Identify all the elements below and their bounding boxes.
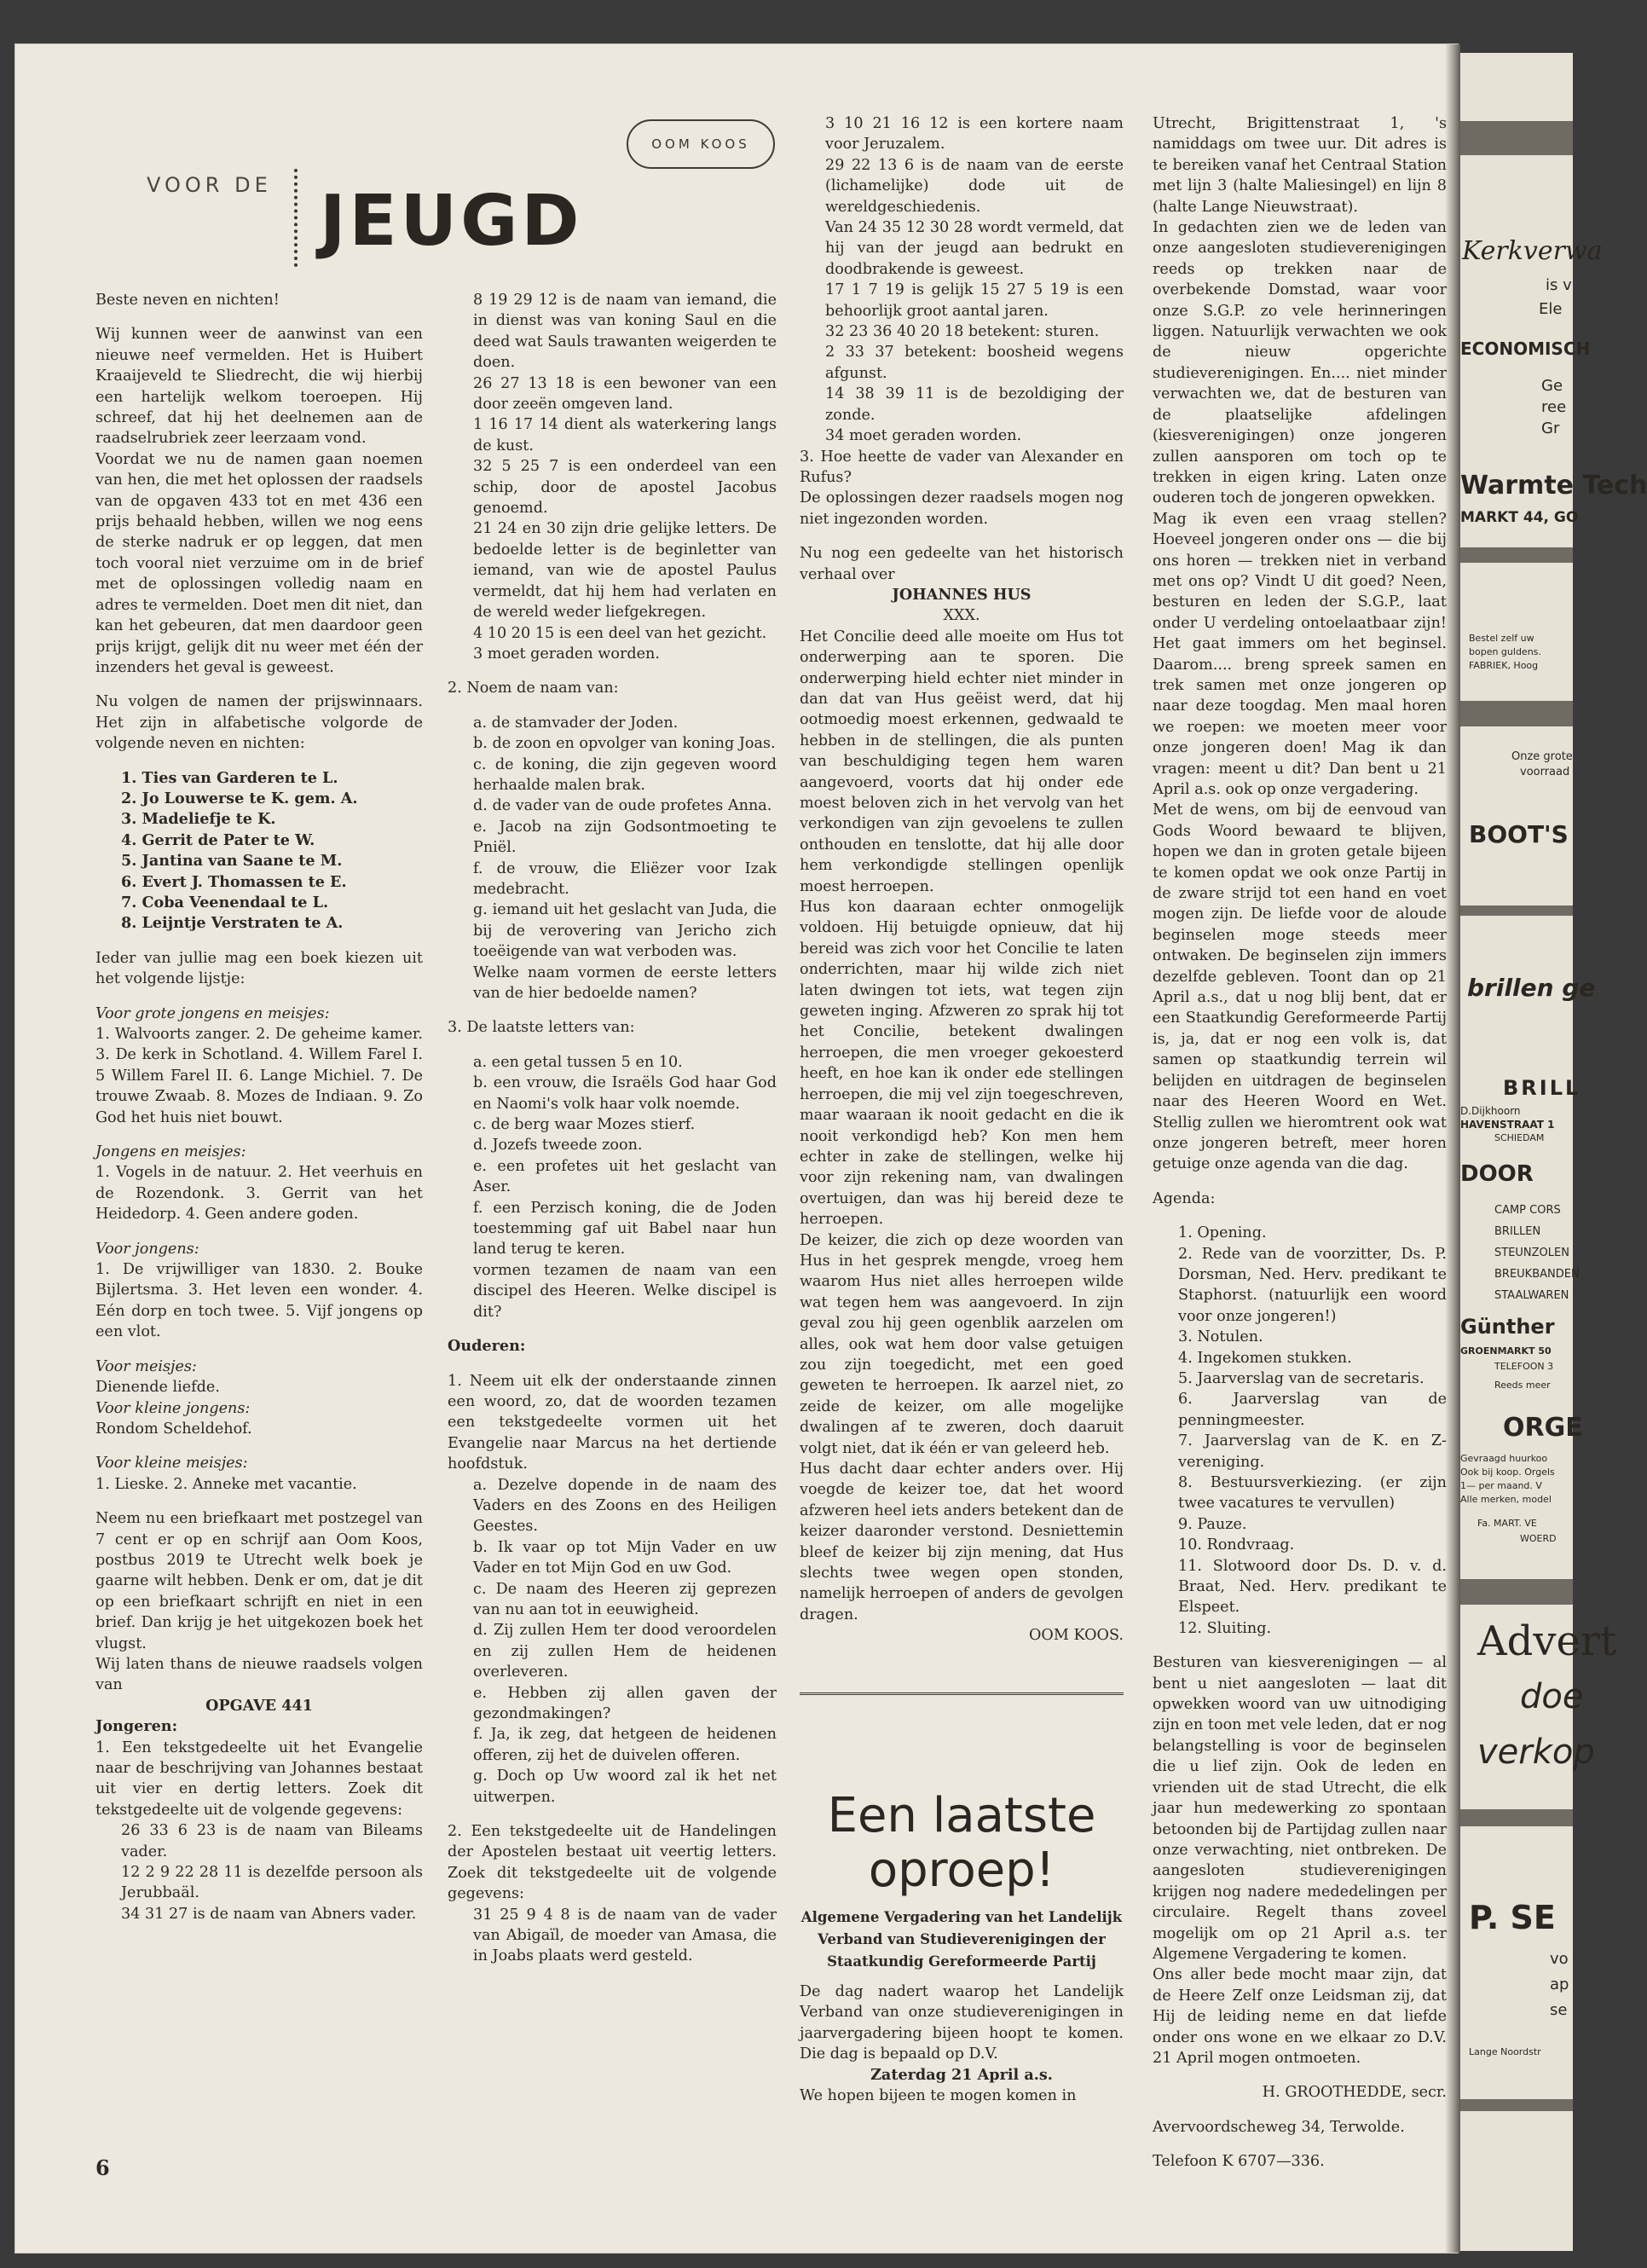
subheading: Voor jongens: [95,1240,199,1258]
puzzle-clue: d. de vader van de oude profetes Anna. [473,797,772,815]
ad-divider [1460,2099,1573,2111]
ad-text: Reeds meer [1494,1380,1551,1391]
puzzle-clue: e. een profetes uit het geslacht van Aser. [473,1157,777,1196]
ad-text: BRILLEN [1494,1225,1541,1238]
puzzle-clue: 2 33 37 betekent: boosheid wegens afgunst. [825,344,1124,382]
puzzle-clue: 4 10 20 15 is een deel van het gezicht. [473,624,767,642]
ad-text: TELEFOON 3 [1494,1361,1554,1372]
ad-text: DOOR [1460,1161,1534,1187]
puzzle-clue: 14 38 39 11 is de bezoldiging der zonde. [825,385,1124,424]
ad-text: 1— per maand. V [1460,1480,1542,1491]
winner-item: 1. Ties van Garderen te L. [121,768,338,787]
agenda-item: 2. Rede van de voorzitter, Ds. P. Dorsman, Ned. Herv. predikant te Staphorst. (natuurlijk een woord voor onze jongeren!) [1178,1245,1447,1325]
ad-text: Alle merken, model [1460,1494,1552,1505]
column-1 [95,290,423,1924]
puzzle-clue: 3 10 21 16 12 is een kortere naam voor Jeruzalem. [825,115,1124,153]
agenda-item: 8. Bestuursverkiezing. (er zijn twee vacatures te vervullen) [1178,1474,1447,1513]
puzzle-clue: f. Ja, ik zeg, dat hetgeen de heidenen offeren, zij het de duivelen offeren. [473,1726,777,1764]
ad-text: MARKT 44, GO [1460,509,1579,526]
agenda-item: 11. Slotwoord door Ds. D. v. d. Braat, Ned. Herv. predikant te Elspeet. [1178,1557,1447,1617]
paragraph: Met de wens, om bij de eenvoud van Gods Woord bewaard te blijven, hopen we dan in groten getale bijeen te komen opdat we ook onze Partij in de zware strijd tot een hand en voet mogen zijn. De liefde voor de aloude beginselen moge steeds meer ontwaken. De beginselen zijn immers dezelfde gebleven. Toont dan op 21 April a.s., dat u nog blij bent, dat er een Staatkundig Gereformeerde Partij is, ja, dat er nog een volk is, dat samen op staatkundig terrein wil belijden en uitdragen de beginselen naar des Heeren Woord en Wet. Stellig zullen we hieromtrent ook wat onze jongeren betreft, meer horen getuige onze agenda van die dag. [1153,801,1447,1173]
ad-text: Fa. MART. VE [1477,1518,1537,1529]
ad-text: Ge [1541,377,1563,395]
subheading: Jongeren: [95,1717,178,1736]
ad-text: BRILL [1503,1076,1581,1100]
puzzle-item: 2. Noem de naam van: [448,680,619,697]
ad-text: brillen ge [1467,974,1596,1002]
ad-text: ECONOMISCH [1460,338,1591,359]
book-list: Rondom Scheldehof. [95,1420,252,1438]
puzzle-clue: f. een Perzisch koning, die de Joden toestemming gaf uit Babel naar hun land terug te keren. [473,1199,777,1258]
ad-text: STAALWAREN [1494,1289,1569,1302]
paragraph: Voordat we nu de namen gaan noemen van hen, die met het oplossen der raadsels van de opgaven 433 tot en met 436 een prijs behaald hebben, willen we nog eens de sterke nadruk er op leggen, dat men toch vooral niet verzuime om in de brief met de oplossingen volledig naam en adres te vermelden. Doet men dit niet, dan kan het gebeuren, dat men daardoor geen prijs krijgt, gelijk dit nu weer met één der inzenders het geval is geweest. [95,450,423,676]
announcement-title: Een laatste oproep! [827,1788,1096,1898]
paragraph: De keizer, die zich op deze woorden van Hus in het gesprek mengde, vroeg hem waarom Hus niet alles herroepen wilde wat tegen hem was aangevoerd. In zijn geval zou hij geen ogenblik aarzelen om alles, ook wat hem door valse getuigen zou zijn toegedicht, met een goed geweten te herroepen. Ik aarzel niet, zo zeide de keizer, om alle mogelijke dwalingen af te zweren, doch daaruit volgt niet, dat ik één er van geleerd heb. [800,1231,1124,1457]
signature: OOM KOOS. [1029,1627,1124,1645]
puzzle-item: 1. Een tekstgedeelte uit het Evangelie naar de beschrijving van Johannes bestaat uit vier en dertig letters. Zoek dit tekstgedeelte uit de volgende gegevens: [95,1739,423,1819]
puzzle-clue: b. Ik vaar op tot Mijn Vader en uw Vader en tot Mijn God en uw God. [473,1538,777,1577]
ad-text: CAMP CORS [1494,1204,1561,1217]
paragraph: De dag nadert waarop het Landelijk Verband van onze studieverenigingen in jaarvergadering bijeen hoopt te komen. Die dag is bepaald op D.V. [800,1983,1124,2063]
column-3 [800,113,1124,1646]
winner-item: 5. Jantina van Saane te M. [121,852,343,871]
ad-banner [1460,701,1573,726]
puzzle-clue: d. Jozefs tweede zoon. [473,1137,643,1154]
puzzle-clue: 8 19 29 12 is de naam van iemand, die in dienst was van koning Saul en die deed wat Sauls trawanten weigerden te doen. [473,292,777,372]
agenda-item: 10. Rondvraag. [1178,1536,1295,1554]
paragraph: De oplossingen dezer raadsels mogen nog niet ingezonden worden. [800,489,1124,528]
ad-banner [1460,1579,1573,1605]
puzzle-clue: e. Hebben zij allen gaven der gezondmakingen? [473,1684,777,1722]
subheading: Voor kleine jongens: [95,1399,251,1417]
ad-text: BOOT'S [1469,820,1569,848]
paragraph: Ieder van jullie mag een boek kiezen uit het volgende lijstje: [95,949,423,988]
puzzle-clue: 21 24 en 30 zijn drie gelijke letters. De bedoelde letter is de beginletter van iemand, van wie de apostel Paulus vermeldt, dat hij hem had verlaten en de wereld weder liefgekregen. [473,520,777,622]
puzzle-clue: 31 25 9 4 8 is de naam van de vader van Abigaïl, de moeder van Amasa, die in Joabs plaats werd gesteld. [473,1906,777,1965]
puzzle-clue: Van 24 35 12 30 28 wordt vermeld, dat hij van der jeugd aan bedrukt en doodbrakende is geweest. [825,219,1124,278]
ad-text: Ele [1539,300,1563,318]
puzzle-clue: 34 31 27 is de naam van Abners vader. [121,1905,417,1923]
author-badge: OOM KOOS [627,119,775,169]
winner-item: 4. Gerrit de Pater te W. [121,830,315,849]
puzzle-heading: OPGAVE 441 [205,1696,313,1715]
ad-text: verkop [1477,1733,1595,1772]
agenda-item: 6. Jaarverslag van de penningmeester. [1178,1391,1447,1429]
ad-text: is v [1546,276,1572,294]
ad-text: Günther [1460,1315,1555,1339]
puzzle-clue: 34 moet geraden worden. [825,427,1022,445]
book-list: 1. Walvoorts zanger. 2. De geheime kamer. 3. De kerk in Schotland. 4. Willem Farel I. 5 Willem Farel II. 6. Lange Michiel. 7. De trouwe Zwaab. 8. Mozes de Indiaan. 9. Zo God het huis niet bouwt. [95,1026,423,1126]
ad-text: Ook bij koop. Orgels [1460,1467,1555,1478]
agenda-item: 7. Jaarverslag van de K. en Z-vereniging. [1178,1432,1447,1471]
agenda-item: 12. Sluiting. [1178,1619,1272,1637]
winner-item: 3. Madeliefje te K. [121,810,276,829]
ad-text: se [1550,2001,1568,2019]
ad-text: voorraad [1520,766,1570,778]
ad-text: BREUKBANDEN [1494,1268,1580,1281]
ad-text: D.Dijkhoorn [1460,1105,1521,1117]
paragraph: We hopen bijeen te mogen komen in [800,2087,1077,2105]
paragraph: Wij kunnen weer de aanwinst van een nieuwe neef vermelden. Het is Huibert Kraaijeveld te Sliedrecht, die wij hierbij een hartelijk welkom toeroepen. Hij schreef, dat hij het deelnemen aan de raadselrubriek zeer leerzaam vond. [95,326,423,448]
puzzle-clue: g. iemand uit het geslacht van Juda, die bij de verovering van Jericho zich toeëigende van wat verboden was. [473,901,777,961]
puzzle-clue: c. de koning, die zijn gegeven woord herhaalde malen brak. [473,755,777,794]
book-list: Dienende liefde. [95,1379,220,1397]
paragraph: In gedachten zien we de leden van onze aangesloten studieverenigingen reeds op trekken naar de overbekende Domstad, waar voor onze S.G.P. zo vele herinneringen liggen. Natuurlijk verwachten we ook de nieuw opgerichte studieverenigingen. En.... niet minder verwachten we, dat de besturen van de plaatselijke afdelingen (kiesverenigingen) onze jongeren zullen aansporen om toch op te trekken in eigen kring. Laten onze ouderen toch de jongeren opwekken. [1153,219,1447,507]
ad-text: Lange Noordstr [1469,2046,1541,2057]
page-number: 6 [95,2155,110,2180]
puzzle-clue: b. een vrouw, die Israëls God haar God en Naomi's volk haar volk noemde. [473,1074,777,1113]
puzzle-clue: 32 5 25 7 is een onderdeel van een schip, door de apostel Jacobus genoemd. [473,458,777,518]
ad-text: STEUNZOLEN [1494,1247,1569,1259]
paragraph: Hus dacht daar echter anders over. Hij voegde de keizer toe, dat het woord afzweren heel iets anders betekent dan de keizer daaronder verstond. Desniettemin bleef de keizer bij zijn mening, dat Hus slechts twee wegen open stonden, namelijk herroepen of anders de gevolgen dragen. [800,1461,1124,1623]
paragraph: Wij laten thans de nieuwe raadsels volgen van [95,1655,423,1694]
agenda-item: 4. Ingekomen stukken. [1178,1349,1352,1367]
column-4 [1153,113,1447,2177]
ad-text: Warmte Tech [1460,471,1647,500]
subheading: Voor kleine meisjes: [95,1455,248,1472]
announcement-subtitle: Algemene Vergadering van het Landelijk Verband van Studieverenigingen der Staatkundig Gereformeerde Partij [800,1909,1123,1970]
agenda-item: 5. Jaarverslag van de secretaris. [1178,1369,1425,1387]
page-spine [1445,44,1460,2253]
ad-text: Onze grote [1511,750,1573,763]
puzzle-clue: 3 moet geraden worden. [473,645,660,662]
puzzle-clue: d. Zij zullen Hem ter dood veroordelen en zij zullen Hem de heidenen overleveren. [473,1622,777,1681]
puzzle-clue: f. de vrouw, die Eliëzer voor Izak medebracht. [473,859,777,898]
book-list: 1. De vrijwilliger van 1830. 2. Bouke Bijlertsma. 3. Het leven een wonder. 4. Eén dorp en toch twee. 5. Vijf jongens op een vlot. [95,1261,423,1341]
signature: H. GROOTHEDDE, secr. [1262,2084,1447,2102]
puzzle-clue: 26 33 6 23 is de naam van Bileams vader. [121,1822,423,1860]
ad-text: Kerkverwa [1462,236,1603,266]
puzzle-clue: g. Doch op Uw woord zal ik het net uitwerpen. [473,1768,777,1806]
ad-divider [1460,1809,1573,1826]
puzzle-item: 3. Hoe heette de vader van Alexander en Rufus? [800,448,1124,486]
ad-text: ORGE [1503,1413,1583,1443]
winner-item: 6. Evert J. Thomassen te E. [121,872,347,891]
adjacent-page [1460,53,1647,2251]
agenda-item: 9. Pauze. [1178,1515,1247,1533]
dotted-divider [294,169,301,267]
winner-item: 7. Coba Veenendaal te L. [121,893,329,911]
paragraph: Ons aller bede mocht maar zijn, dat de Heere Zelf onze Leidsman zij, dat Hij de leiding neme en dat liefde onder ons wone en we elkaar zo D.V. 21 April mogen ontmoeten. [1153,1966,1447,2067]
ad-text: HAVENSTRAAT 1 [1460,1119,1555,1131]
ad-text: vo [1550,1950,1569,1968]
ad-text: WOERD [1520,1533,1557,1544]
ad-text: ap [1550,1976,1569,1993]
agenda-item: 3. Notulen. [1178,1328,1263,1346]
subheading: Voor grote jongens en meisjes: [95,1004,330,1022]
book-list: 1. Lieske. 2. Anneke met vacantie. [95,1475,357,1493]
puzzle-clue: 17 1 7 19 is gelijk 15 27 5 19 is een behoorlijk groot aantal jaren. [825,281,1124,320]
puzzle-clue: a. de stamvader der Joden. [473,714,679,732]
puzzle-clue: 1 16 17 14 dient als waterkering langs de kust. [473,416,777,454]
puzzle-item: 2. Een tekstgedeelte uit de Handelingen der Apostelen bestaat uit veertig letters. Zoek dit tekstgedeelte uit de volgende gegevens: [448,1823,777,1903]
page-title: JEUGD [320,181,583,262]
announcement [800,1906,1124,2106]
puzzle-clue: 32 23 36 40 20 18 betekent: sturen. [825,323,1100,341]
subheading: Voor meisjes: [95,1357,197,1375]
subheading: Ouderen: [448,1337,526,1356]
puzzle-item: 3. De laatste letters van: [448,1019,635,1037]
puzzle-clue: b. de zoon en opvolger van koning Joas. [473,735,776,753]
address: Avervoordscheweg 34, Terwolde. [1153,2118,1405,2136]
winner-item: 8. Leijntje Verstraten te A. [121,914,344,933]
puzzle-clue: a. een getal tussen 5 en 10. [473,1053,683,1071]
paragraph: Besturen van kiesverenigingen — al bent u niet aangesloten — laat dit opwekken woord van uw uitnodiging zijn en toon met vele leden, dat er nog belangstelling is voor de beginselen die u lief zijn. Ook de leden en vrienden uit de stad Utrecht, die elk jaar hun medewerking zo spontaan betoonden bij de Partijdag zullen naar onze verwachting, niet ontbreken. De aangesloten studieverenigingen krijgen nog nadere mededelingen per circulaire. Regelt thans zoveel mogelijk om op 21 April a.s. ter Algemene Vergadering te komen. [1153,1654,1447,1963]
ad-text: ree [1541,398,1567,416]
puzzle-clue: 12 2 9 22 28 11 is dezelfde persoon als Jerubbaäl. [121,1864,423,1902]
ad-banner [1460,121,1573,155]
ad-text: GROENMARKT 50 [1460,1345,1552,1357]
ad-text: SCHIEDAM [1494,1132,1545,1143]
ad-text: Bestel zelf uw [1469,633,1534,644]
ad-text: FABRIEK, Hoog [1469,660,1539,671]
puzzle-clue: a. Dezelve dopende in de naam des Vaders en des Zoons en des Heiligen Geestes. [473,1476,777,1536]
salutation: Beste neven en nichten! [95,292,280,309]
ad-text: Gr [1541,419,1560,437]
puzzle-clue: 26 27 13 18 is een bewoner van een door zeeën omgeven land. [473,374,777,414]
paragraph: Nu volgen de namen der prijswinnaars. Het zijn in alfabetische volgorde de volgende neven en nichten: [95,693,423,753]
winner-item: 2. Jo Louwerse te K. gem. A. [121,789,358,807]
ad-text: Advert [1477,1617,1617,1665]
paragraph: Utrecht, Brigittenstraat 1, 's namiddags om twee uur. Dit adres is te bereiken vanaf het Centraal Station met lijn 3 (halte Maliesingel) en lijn 8 (halte Lange Nieuwstraat). [1153,115,1447,216]
book-list: 1. Vogels in de natuur. 2. Het veerhuis en de Rozendonk. 3. Gerrit van het Heidedorp. 4. Geen andere goden. [95,1164,423,1224]
puzzle-clue: c. de berg waar Mozes stierf. [473,1116,696,1134]
section-divider [800,1692,1124,1695]
puzzle-clue: e. Jacob na zijn Godsontmoeting te Pniël. [473,818,777,857]
ad-divider [1460,547,1573,563]
puzzle-clue: 29 22 13 6 is de naam van de eerste (lichamelijke) dode uit de wereldgeschiedenis. [825,156,1124,216]
ad-text: Gevraagd huurkoo [1460,1453,1548,1464]
subheading: Jongens en meisjes: [95,1143,246,1161]
puzzle-item: 1. Neem uit elk der onderstaande zinnen een woord, zo, dat de woorden tezamen een tekstgedeelte vormen uit het Evangelie naar Marcus na het dertiende hoofdstuk. [448,1372,777,1473]
puzzle-clue: Welke naam vormen de eerste letters van de hier bedoelde namen? [473,963,777,1002]
ad-divider [1460,905,1573,916]
ad-text: bopen guldens. [1469,646,1541,657]
agenda-heading: Agenda: [1153,1189,1216,1207]
event-date: Zaterdag 21 April a.s. [870,2065,1053,2084]
paragraph: Neem nu een briefkaart met postzegel van 7 cent er op en schrijf aan Oom Koos, postbus 2019 te Utrecht welk boek je gaarne wilt hebben. Denk er om, dat je dit op een briefkaart schrijft en niet in een brief. Dan krijg je het uitgekozen boek het vlugst. [95,1510,423,1652]
phone: Telefoon K 6707—336. [1153,2153,1325,2171]
agenda-item: 1. Opening. [1178,1224,1267,1242]
puzzle-clue: vormen tezamen de naam van een discipel des Heeren. Welke discipel is dit? [473,1261,777,1321]
ad-text: doe [1520,1677,1584,1716]
paragraph: Het Concilie deed alle moeite om Hus tot onderwerping aan te sporen. Die onderwerping hield echter niet minder in dan dat van Hus geëist werd, dat hij ootmoedig moest erkennen, gedwaald te hebben in de stellingen, die als punten van beschuldiging tegen hem waren aangevoerd, voorts dat hij onder ede moest beloven zich in het vervolg van het verkondigen van zijn gevoelens te zullen onthouden en tenslotte, dat hij alle door hem verkondigde stellingen openlijk moest herroepen. [800,628,1124,895]
section-label: VOOR DE [147,173,272,197]
paragraph: Nu nog een gedeelte van het historisch verhaal over [800,545,1124,583]
paragraph: Mag ik even een vraag stellen? Hoeveel jongeren onder ons — die bij ons horen — trekken niet in verband met ons op? Vindt U dit goed? Neen, besturen en leden der S.G.P., laat onder U verdeling ontoelaatbaar zijn! Het gaat immers om het beginsel. Daarom.... breng spreek samen en trek samen met onze jongeren op naar deze toogdag. Men maal horen we roepen: we moeten meer voor onze jongeren doen! Mag ik dan vragen: meent u dit? Dan bent u 21 April a.s. ook op onze vergadering. [1153,510,1447,798]
paragraph: Hus kon daaraan echter onmogelijk voldoen. Hij betuigde opnieuw, dat hij bereid was zich voor het Concilie te laten onderrichten, maar hij wilde zich niet laten dwingen tot iets, wat tegen zijn geweten inging. Afzweren zo sprak hij tot het Concilie, betekent dwalingen herroepen, die men vroeger gekoesterd heeft, en hoe kan ik onder ede stellingen herroepen, die mij vel zijn toegeschreven, maar waaraan ik nooit gedacht en die ik nooit verkondigd heb? Kon men hem echter in zake de stellingen, welke hij voor zijn rekening nam, van dwalingen overtuigen, dan was hij bereid deze te herroepen. [800,899,1124,1229]
column-2 [448,290,777,1967]
story-title: JOHANNES HUS [892,585,1032,604]
story-chapter: XXX. [943,607,980,625]
puzzle-clue: c. De naam des Heeren zij geprezen van nu aan tot in eeuwigheid. [473,1580,777,1618]
ad-text: P. SE [1469,1899,1556,1936]
